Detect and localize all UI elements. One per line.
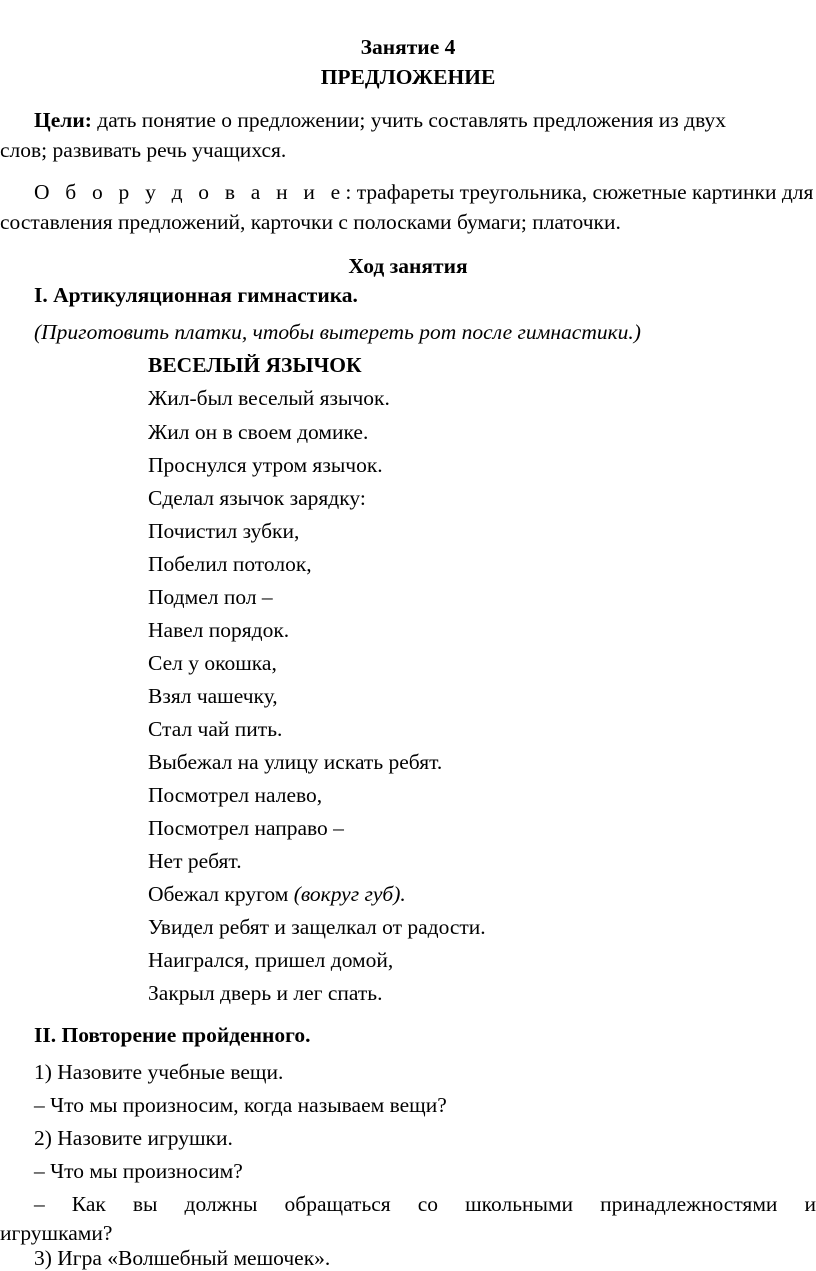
poem-line: Жил-был веселый язычок. [148,386,390,410]
course-title: Ход занятия [348,254,468,278]
poem-line: Увидел ребят и защелкал от радости. [148,915,486,939]
poem-line: Сделал язычок зарядку: [148,486,366,510]
poem-line: Жил он в своем домике. [148,420,369,444]
equipment-text-1: : трафареты треугольника, сюжетные картинки для [345,180,814,204]
poem-line: Подмел пол – [148,585,273,609]
section-1-note: (Приготовить платки, чтобы вытереть рот после гимнастики.) [34,320,641,344]
poem-line: Побелил потолок, [148,552,312,576]
section-2-title: II. Повторение пройденного. [34,1023,311,1047]
lesson-number: Занятие 4 [360,35,456,59]
poem-title: ВЕСЕЛЫЙ ЯЗЫЧОК [148,353,362,377]
equipment-line-1 [34,179,813,205]
section-1-title: I. Артикуляционная гимнастика. [34,283,358,307]
poem-line: Взял чашечку, [148,684,278,708]
poem-line: Стал чай пить. [148,717,283,741]
question-1: 1) Назовите учебные вещи. [34,1060,284,1084]
poem-line: Закрыл дверь и лег спать. [148,981,383,1005]
poem-line: Сел у окошка, [148,651,277,675]
goals-line-2: слов; развивать речь учащихся. [0,138,287,162]
poem-line: Выбежал на улицу искать ребят. [148,750,443,774]
question-2: 2) Назовите игрушки. [34,1126,233,1150]
equipment-line-2: составления предложений, карточки с полосками бумаги; платочки. [0,210,621,234]
poem-line: Посмотрел направо – [148,816,344,840]
poem-line: Почистил зубки, [148,519,300,543]
goals-text-1: дать понятие о предложении; учить составлять предложения из двух [91,108,727,132]
goals-label: Цели: [34,108,92,132]
goals-line-1 [34,107,726,133]
question-4: 3) Игра «Волшебный мешочек». [34,1246,331,1270]
question-3-line-2: игрушками? [0,1221,113,1245]
poem-line: Посмотрел налево, [148,783,323,807]
poem-line: Нет ребят. [148,849,242,873]
poem-line: Навел порядок. [148,618,290,642]
lesson-topic: ПРЕДЛОЖЕНИЕ [320,65,496,89]
poem-line: Наигрался, пришел домой, [148,948,394,972]
poem-line-circle [148,881,406,907]
question-3-line-1: – Как вы должны обращаться со школьными принадлежностями и [34,1192,816,1216]
question-1-followup: – Что мы произносим, когда называем вещи? [34,1093,447,1117]
question-2-followup: – Что мы произносим? [34,1159,243,1183]
poem-line-circle-text: Обежал кругом [148,882,294,906]
poem-line-circle-note: (вокруг губ). [293,882,406,906]
poem-line: Проснулся утром язычок. [148,453,383,477]
equipment-label: О б о р у д о в а н и е [34,180,346,204]
